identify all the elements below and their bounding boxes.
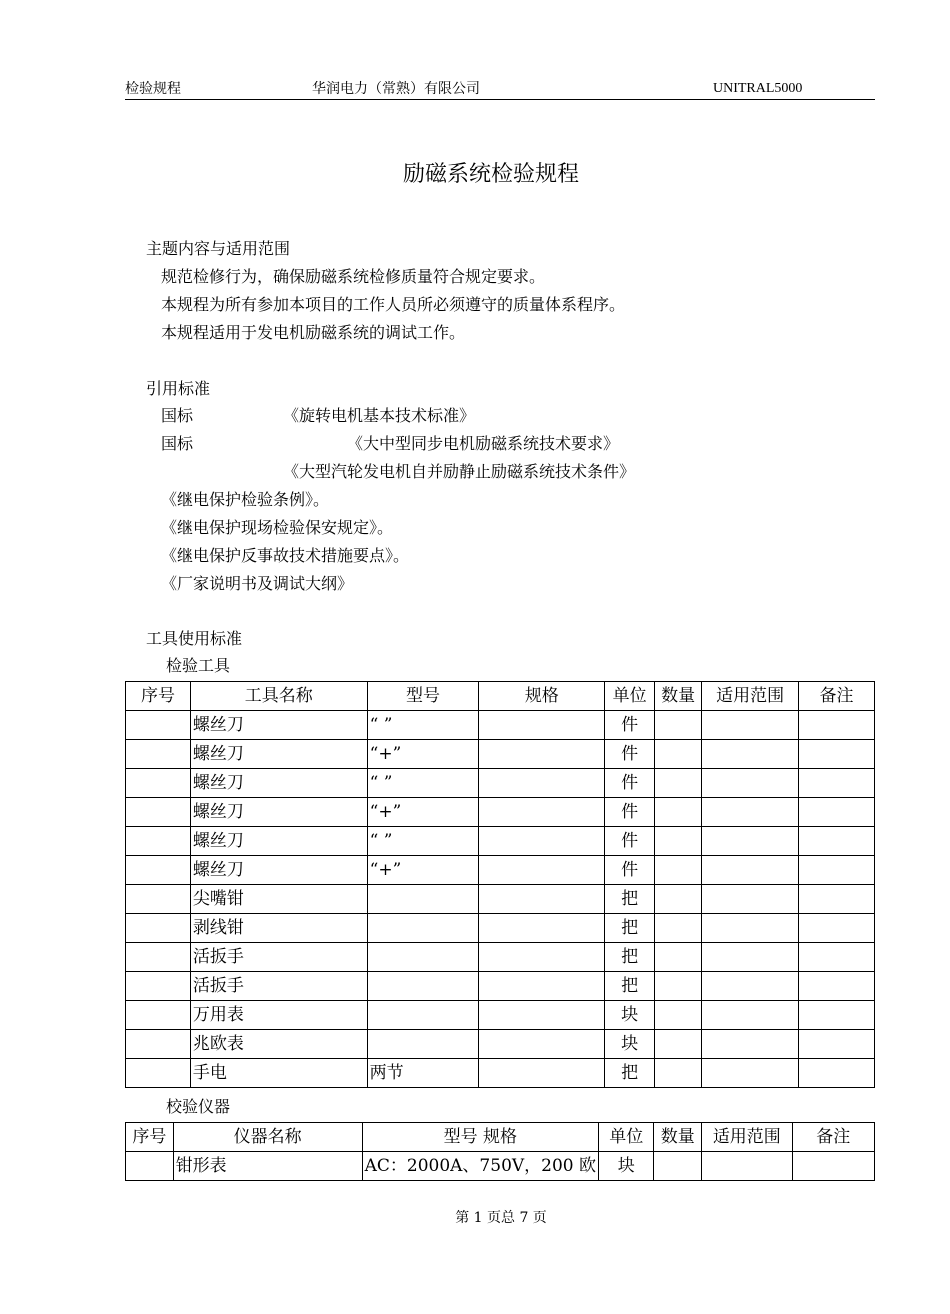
table-row — [126, 885, 875, 914]
column-header: 序号 — [126, 1123, 174, 1152]
table-cell: “+” — [367, 798, 479, 827]
column-header: 数量 — [654, 1123, 702, 1152]
column-header: 单位 — [599, 1123, 654, 1152]
table-cell: 钳形表 — [173, 1152, 362, 1181]
table-cell: 螺丝刀 — [190, 769, 367, 798]
table-cell — [799, 769, 875, 798]
table-cell — [126, 914, 191, 943]
table-cell — [702, 1001, 799, 1030]
table-cell: 把 — [605, 914, 655, 943]
table-row — [126, 827, 875, 856]
table-cell — [126, 1030, 191, 1059]
table-cell — [799, 1030, 875, 1059]
table-cell — [655, 856, 702, 885]
table-cell: “ ” — [367, 769, 479, 798]
table-cell — [479, 711, 605, 740]
table-row — [126, 1001, 875, 1030]
table-cell: 件 — [605, 827, 655, 856]
table-cell: 尖嘴钳 — [190, 885, 367, 914]
table-cell — [655, 1030, 702, 1059]
table-cell: “+” — [367, 740, 479, 769]
standard-label: 国标 — [161, 406, 194, 425]
column-header: 适用范围 — [702, 682, 799, 711]
tools-table — [125, 681, 875, 1088]
table-cell — [479, 740, 605, 769]
table-cell — [655, 914, 702, 943]
instruments-table-caption: 校验仪器 — [166, 1097, 231, 1116]
table-cell — [479, 769, 605, 798]
standard-reference: 《继电保护反事故技术措施要点》。 — [161, 546, 410, 565]
table-row — [126, 856, 875, 885]
column-header: 适用范围 — [702, 1123, 792, 1152]
table-cell — [799, 1059, 875, 1088]
table-cell — [479, 1001, 605, 1030]
table-cell — [799, 1001, 875, 1030]
table-cell — [367, 1030, 479, 1059]
table-cell: 件 — [605, 856, 655, 885]
table-cell: AC：2000A、750V，200 欧 — [362, 1152, 598, 1181]
table-row — [126, 769, 875, 798]
table-cell — [799, 798, 875, 827]
table-cell — [799, 885, 875, 914]
table-cell — [126, 885, 191, 914]
table-cell — [702, 972, 799, 1001]
column-header: 仪器名称 — [173, 1123, 362, 1152]
table-cell — [479, 972, 605, 1001]
table-cell: 块 — [605, 1001, 655, 1030]
table-cell: 螺丝刀 — [190, 711, 367, 740]
table-cell — [126, 972, 191, 1001]
table-cell — [702, 1059, 799, 1088]
table-cell — [799, 856, 875, 885]
table-cell — [702, 711, 799, 740]
table-cell — [126, 1059, 191, 1088]
table-cell: 万用表 — [190, 1001, 367, 1030]
table-cell: 螺丝刀 — [190, 740, 367, 769]
table-cell — [655, 885, 702, 914]
table-cell — [126, 711, 191, 740]
table-cell — [702, 740, 799, 769]
table-cell — [702, 943, 799, 972]
table-cell: 螺丝刀 — [190, 798, 367, 827]
table-cell — [479, 943, 605, 972]
table-cell — [479, 914, 605, 943]
table-cell — [799, 972, 875, 1001]
table-cell — [655, 1001, 702, 1030]
table-cell — [702, 885, 799, 914]
table-cell: “ ” — [367, 711, 479, 740]
page-footer: 第 1 页总 7 页 — [455, 1210, 547, 1226]
table-cell — [655, 827, 702, 856]
table-cell — [702, 769, 799, 798]
table-cell — [799, 827, 875, 856]
table-cell — [655, 740, 702, 769]
scope-line: 规范检修行为，确保励磁系统检修质量符合规定要求。 — [161, 267, 546, 286]
section-heading-scope: 主题内容与适用范围 — [146, 239, 291, 258]
table-cell — [655, 711, 702, 740]
table-cell — [799, 711, 875, 740]
table-cell — [654, 1152, 702, 1181]
scope-line: 本规程为所有参加本项目的工作人员所必须遵守的质量体系程序。 — [161, 295, 626, 314]
column-header: 备注 — [799, 682, 875, 711]
table-cell — [126, 740, 191, 769]
column-header: 规格 — [479, 682, 605, 711]
column-header: 工具名称 — [190, 682, 367, 711]
table-cell — [126, 769, 191, 798]
instruments-header-row — [126, 1123, 875, 1152]
table-cell — [702, 1030, 799, 1059]
table-cell: 剥线钳 — [190, 914, 367, 943]
table-cell: 螺丝刀 — [190, 827, 367, 856]
table-cell: “+” — [367, 856, 479, 885]
standard-label: 国标 — [161, 434, 194, 453]
table-cell — [702, 914, 799, 943]
table-row — [126, 1059, 875, 1088]
table-cell — [799, 943, 875, 972]
table-cell — [655, 1059, 702, 1088]
standard-reference: 《继电保护检验条例》。 — [161, 490, 330, 509]
table-cell — [126, 856, 191, 885]
standard-title: 《旋转电机基本技术标准》 — [283, 406, 476, 425]
section-heading-standards: 引用标准 — [146, 379, 211, 398]
table-cell: 块 — [605, 1030, 655, 1059]
header-company: 华润电力（常熟）有限公司 — [312, 81, 480, 97]
table-cell: 件 — [605, 740, 655, 769]
table-cell: “ ” — [367, 827, 479, 856]
table-cell: 件 — [605, 711, 655, 740]
header-doc-type: 检验规程 — [125, 81, 181, 97]
column-header: 序号 — [126, 682, 191, 711]
document-title: 励磁系统检验规程 — [402, 162, 579, 187]
column-header: 单位 — [605, 682, 655, 711]
column-header: 备注 — [792, 1123, 875, 1152]
table-cell — [655, 943, 702, 972]
table-cell — [479, 885, 605, 914]
page-header — [125, 80, 875, 100]
table-row — [126, 1152, 875, 1181]
table-cell: 活扳手 — [190, 943, 367, 972]
column-header: 数量 — [655, 682, 702, 711]
table-cell: 块 — [599, 1152, 654, 1181]
table-cell: 螺丝刀 — [190, 856, 367, 885]
table-cell — [126, 1152, 174, 1181]
table-row — [126, 798, 875, 827]
table-cell: 活扳手 — [190, 972, 367, 1001]
standard-reference: 《厂家说明书及调试大纲》 — [161, 574, 354, 593]
tools-table-caption: 检验工具 — [166, 656, 231, 675]
table-row — [126, 914, 875, 943]
table-cell — [479, 1059, 605, 1088]
table-cell: 把 — [605, 972, 655, 1001]
table-cell — [799, 740, 875, 769]
table-row — [126, 1030, 875, 1059]
table-cell — [367, 943, 479, 972]
table-cell — [702, 856, 799, 885]
table-cell — [799, 914, 875, 943]
table-cell — [367, 914, 479, 943]
standard-reference: 《继电保护现场检验保安规定》。 — [161, 518, 394, 537]
table-row — [126, 972, 875, 1001]
table-cell — [792, 1152, 875, 1181]
table-cell — [479, 827, 605, 856]
table-cell — [479, 856, 605, 885]
standard-title: 《大型汽轮发电机自并励静止励磁系统技术条件》 — [283, 462, 636, 481]
instruments-table — [125, 1122, 875, 1181]
column-header: 型号 规格 — [362, 1123, 598, 1152]
column-header: 型号 — [367, 682, 479, 711]
table-cell — [479, 798, 605, 827]
table-cell — [655, 798, 702, 827]
table-cell — [702, 1152, 792, 1181]
table-cell — [655, 769, 702, 798]
table-cell: 件 — [605, 769, 655, 798]
table-cell — [367, 1001, 479, 1030]
table-row — [126, 740, 875, 769]
table-row — [126, 943, 875, 972]
table-cell: 把 — [605, 943, 655, 972]
table-cell — [126, 943, 191, 972]
table-cell — [367, 885, 479, 914]
table-cell: 件 — [605, 798, 655, 827]
table-row — [126, 711, 875, 740]
table-cell — [702, 827, 799, 856]
table-cell — [655, 972, 702, 1001]
standard-title: 《大中型同步电机励磁系统技术要求》 — [347, 434, 620, 453]
section-heading-tools: 工具使用标准 — [146, 629, 243, 648]
table-cell: 兆欧表 — [190, 1030, 367, 1059]
table-cell — [702, 798, 799, 827]
table-cell — [479, 1030, 605, 1059]
table-cell — [126, 798, 191, 827]
table-cell — [126, 1001, 191, 1030]
table-cell: 把 — [605, 1059, 655, 1088]
tools-header-row — [126, 682, 875, 711]
table-cell: 两节 — [367, 1059, 479, 1088]
table-cell — [126, 827, 191, 856]
scope-line: 本规程适用于发电机励磁系统的调试工作。 — [161, 323, 466, 342]
table-cell: 把 — [605, 885, 655, 914]
table-cell — [367, 972, 479, 1001]
header-model: UNITRAL5000 — [713, 81, 803, 96]
table-cell: 手电 — [190, 1059, 367, 1088]
